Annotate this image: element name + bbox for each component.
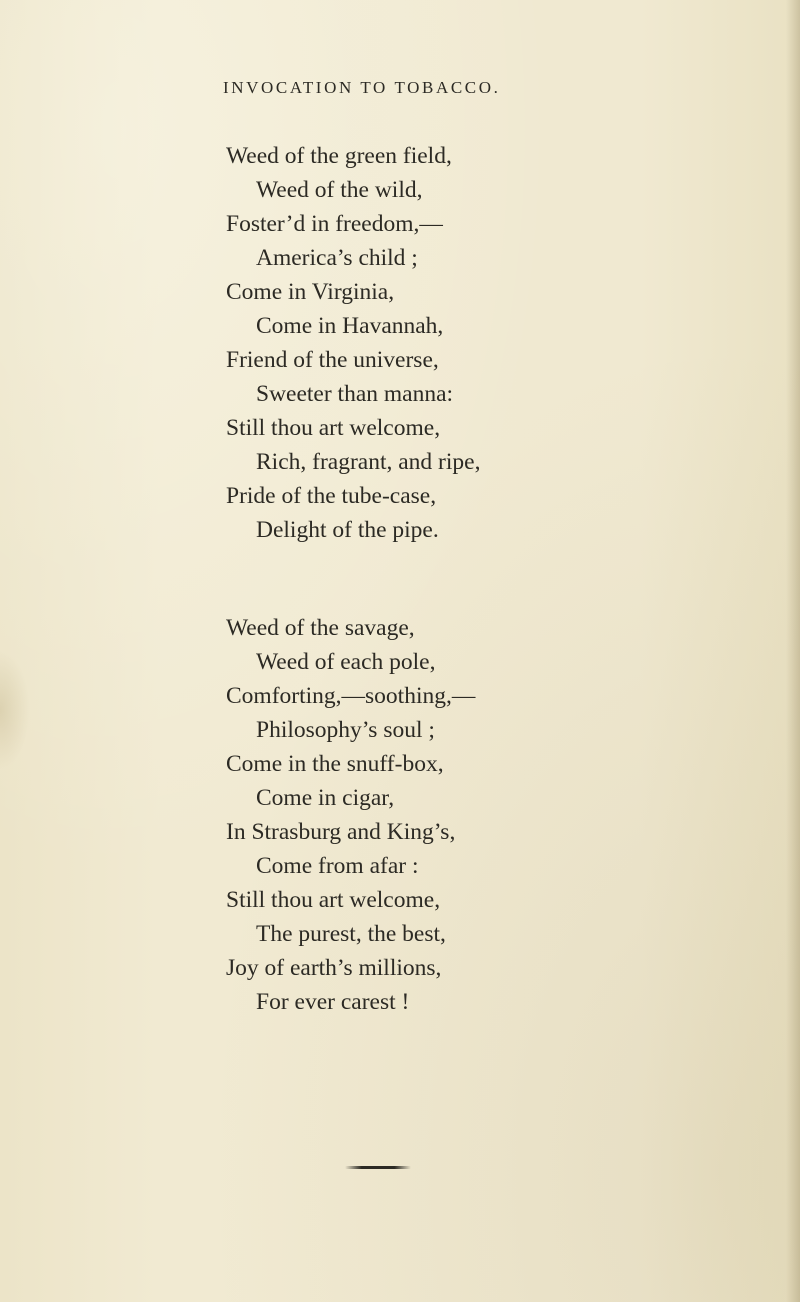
poem-line: Philosophy’s soul ; <box>256 717 435 743</box>
poem-line: Still thou art welcome, <box>226 887 441 913</box>
poem-line: In Strasburg and King’s, <box>226 819 456 845</box>
poem-line: America’s child ; <box>256 245 418 271</box>
poem-line: Comforting,—soothing,— <box>226 683 476 709</box>
header-title: INVOCATION TO TOBACCO. <box>223 78 501 97</box>
poem-line: Come in Virginia, <box>226 279 395 305</box>
end-rule-ornament <box>345 1166 411 1169</box>
poem-line: Delight of the pipe. <box>256 517 439 543</box>
poem-line: Come in cigar, <box>256 785 395 811</box>
poem-line: For ever carest ! <box>256 989 410 1015</box>
poem-line: Weed of the savage, <box>226 615 415 641</box>
poem-line: Still thou art welcome, <box>226 415 441 441</box>
poem-line: Come in Havannah, <box>256 313 444 339</box>
poem-line: Pride of the tube-case, <box>226 483 437 509</box>
poem-line: Rich, fragrant, and ripe, <box>256 449 481 475</box>
poem-line: Weed of the green field, <box>226 143 452 169</box>
poem-line: Joy of earth’s millions, <box>226 955 442 981</box>
poem-line: Come in the snuff-box, <box>226 751 444 777</box>
poem-line: The purest, the best, <box>256 921 446 947</box>
poem-line: Come from afar : <box>256 853 419 879</box>
poem-line: Foster’d in freedom,— <box>226 211 443 237</box>
poem-line: Weed of the wild, <box>256 177 423 203</box>
poem-line: Sweeter than manna: <box>256 381 454 407</box>
poem-line: Friend of the universe, <box>226 347 439 373</box>
poem-line: Weed of each pole, <box>256 649 436 675</box>
